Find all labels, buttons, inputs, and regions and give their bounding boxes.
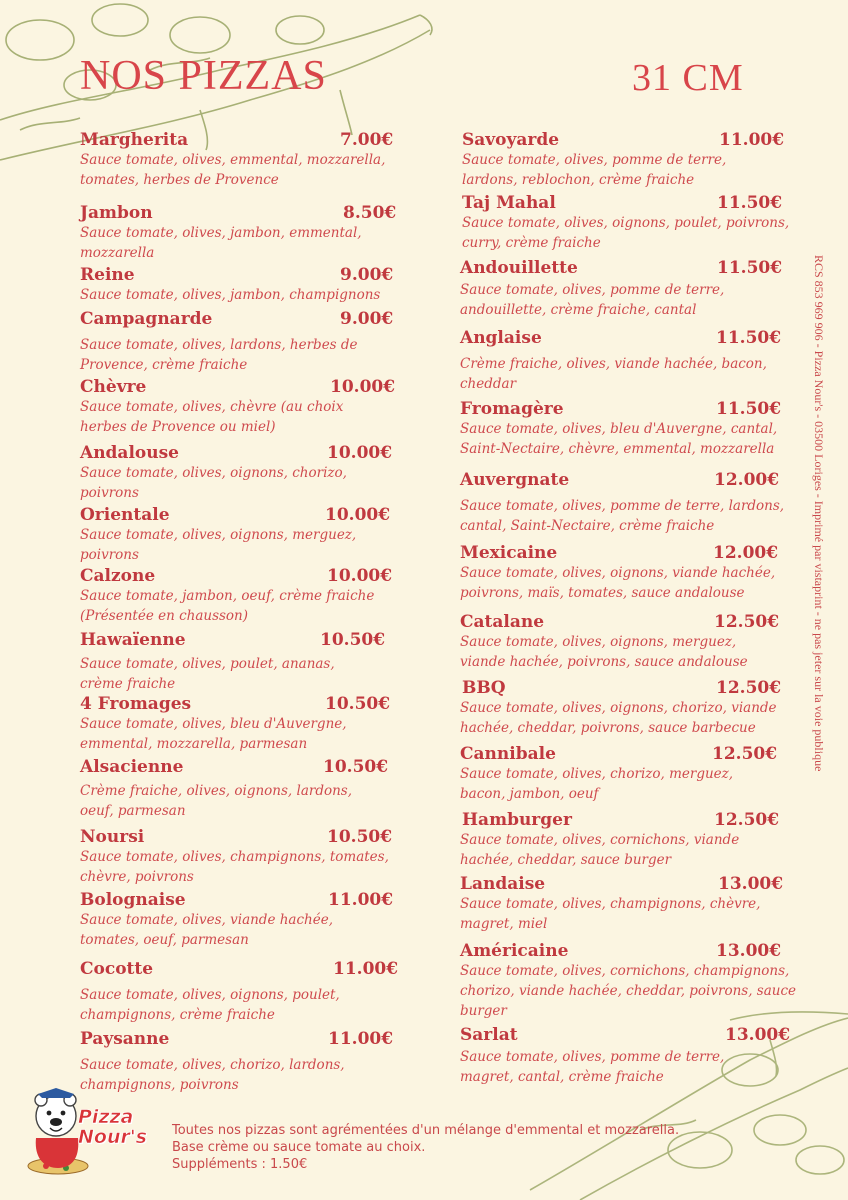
item-desc: Sauce tomate, olives, chorizo, merguez, bacon, jambon, oeuf	[460, 766, 734, 802]
item-name: BBQ	[462, 678, 506, 698]
item-price: 12.00€	[713, 543, 779, 563]
item-desc: Sauce tomate, olives, pomme de terre, andouillette, crème fraiche, cantal	[460, 282, 725, 318]
item-price: 7.00€	[340, 130, 394, 150]
item-name: Anglaise	[460, 328, 542, 348]
item-desc: Sauce tomate, olives, champignons, chèvre, magret, miel	[460, 896, 761, 932]
item-name: Noursi	[80, 827, 145, 847]
item-price: 10.50€	[325, 694, 391, 714]
item-name: Hamburger	[462, 810, 572, 830]
item-desc: Crème fraiche, olives, viande hachée, bacon, cheddar	[460, 356, 767, 392]
item-desc: Sauce tomate, olives, chorizo, lardons, champignons, poivrons	[80, 1057, 345, 1093]
pizza-size: 31 CM	[632, 57, 744, 99]
item-price: 11.00€	[333, 959, 399, 979]
item-name: Savoyarde	[462, 130, 560, 150]
item-name: Cannibale	[460, 744, 556, 764]
item-desc: Sauce tomate, olives, emmental, mozzarella, tomates, herbes de Provence	[80, 152, 386, 188]
item-price: 11.00€	[719, 130, 785, 150]
item-desc: Sauce tomate, olives, oignons, viande hachée, poivrons, maïs, tomates, sauce andalouse	[460, 565, 776, 601]
item-name: Campagnarde	[80, 309, 213, 329]
item-name: Reine	[80, 265, 135, 285]
item-price: 12.50€	[714, 612, 780, 632]
item-desc: Sauce tomate, olives, pomme de terre, lardons, reblochon, crème fraiche	[462, 152, 727, 188]
item-name: Calzone	[80, 566, 156, 586]
item-name: 4 Fromages	[80, 694, 192, 714]
logo-text-line2: Nour's	[78, 1126, 147, 1148]
item-name: Catalane	[460, 612, 545, 632]
footer-line: Toutes nos pizzas sont agrémentées d'un mélange d'emmental et mozzarella.	[172, 1123, 680, 1138]
item-name: Bolognaise	[80, 890, 186, 910]
item-price: 10.50€	[323, 757, 389, 777]
item-price: 11.50€	[716, 399, 782, 419]
item-desc: Sauce tomate, olives, cornichons, viande hachée, cheddar, sauce burger	[460, 832, 740, 868]
item-name: Landaise	[460, 874, 546, 894]
item-price: 12.00€	[714, 470, 780, 490]
item-price: 11.50€	[717, 258, 783, 278]
footer-notes	[172, 1122, 679, 1173]
item-desc: Sauce tomate, olives, pomme de terre, magret, cantal, crème fraiche	[460, 1049, 725, 1085]
item-name: Taj Mahal	[462, 193, 556, 213]
footer-line: Base crème ou sauce tomate au choix.	[172, 1140, 426, 1155]
item-desc: Sauce tomate, olives, oignons, chorizo, viande hachée, cheddar, poivrons, sauce barbecue	[460, 700, 777, 736]
item-price: 9.00€	[340, 265, 394, 285]
item-name: Hawaïenne	[80, 630, 186, 650]
item-name: Alsacienne	[80, 757, 184, 777]
item-desc: Sauce tomate, olives, oignons, poulet, poivrons, curry, crème fraiche	[462, 215, 790, 251]
item-desc: Sauce tomate, olives, bleu d'Auvergne, cantal, Saint-Nectaire, chèvre, emmental, mozzarella	[460, 421, 778, 457]
item-price: 10.00€	[330, 377, 396, 397]
item-price: 11.00€	[328, 890, 394, 910]
item-desc: Sauce tomate, olives, pomme de terre, lardons, cantal, Saint-Nectaire, crème fraiche	[460, 498, 785, 534]
footer-line: Suppléments : 1.50€	[172, 1157, 308, 1172]
item-price: 9.00€	[340, 309, 394, 329]
item-desc: Sauce tomate, olives, oignons, merguez, viande hachée, poivrons, sauce andalouse	[460, 634, 748, 670]
item-price: 13.00€	[725, 1025, 791, 1045]
item-desc: Sauce tomate, olives, bleu d'Auvergne, emmental, mozzarella, parmesan	[80, 716, 347, 752]
item-name: Orientale	[80, 505, 170, 525]
item-desc: Sauce tomate, olives, oignons, poulet, champignons, crème fraiche	[80, 987, 340, 1023]
logo-text-line1: Pizza	[78, 1106, 134, 1128]
item-price: 13.00€	[716, 941, 782, 961]
item-price: 13.00€	[718, 874, 784, 894]
item-name: Mexicaine	[460, 543, 558, 563]
item-price: 10.00€	[327, 443, 393, 463]
item-name: Sarlat	[460, 1025, 518, 1045]
item-name: Auvergnate	[460, 470, 570, 490]
item-price: 11.50€	[716, 328, 782, 348]
item-desc: Sauce tomate, olives, poulet, ananas, crème fraiche	[80, 656, 335, 692]
item-price: 8.50€	[343, 203, 397, 223]
item-desc: Sauce tomate, olives, oignons, merguez, poivrons	[80, 527, 357, 563]
item-name: Américaine	[460, 941, 569, 961]
item-desc: Sauce tomate, olives, champignons, tomates, chèvre, poivrons	[80, 849, 389, 885]
item-name: Andalouse	[80, 443, 179, 463]
item-name: Chèvre	[80, 377, 147, 397]
item-name: Andouillette	[460, 258, 578, 278]
item-price: 11.00€	[328, 1029, 394, 1049]
item-price: 12.50€	[714, 810, 780, 830]
item-price: 12.50€	[712, 744, 778, 764]
item-price: 10.50€	[327, 827, 393, 847]
item-price: 10.00€	[327, 566, 393, 586]
item-desc: Sauce tomate, olives, cornichons, champignons, chorizo, viande hachée, cheddar, poivrons, sauce burger	[460, 963, 796, 1019]
item-name: Paysanne	[80, 1029, 170, 1049]
item-desc: Sauce tomate, olives, jambon, champignons	[80, 287, 381, 303]
item-name: Margherita	[80, 130, 189, 150]
item-price: 10.50€	[320, 630, 386, 650]
item-price: 11.50€	[717, 193, 783, 213]
item-name: Fromagère	[460, 399, 564, 419]
pizza-nours-logo	[26, 1088, 166, 1178]
item-price: 12.50€	[716, 678, 782, 698]
item-desc: Sauce tomate, olives, lardons, herbes de Provence, crème fraiche	[80, 337, 358, 373]
item-desc: Sauce tomate, jambon, oeuf, crème fraiche (Présentée en chausson)	[80, 588, 375, 624]
page-title: NOS PIZZAS	[80, 53, 327, 99]
legal-note: RCS 853 969 906 - Pizza Nour's - 03500 Loriges - Imprimé par vistaprint - ne pas jeter sur la voie publique	[812, 255, 826, 772]
item-name: Cocotte	[80, 959, 154, 979]
item-desc: Sauce tomate, olives, oignons, chorizo, poivrons	[80, 465, 347, 501]
item-desc: Sauce tomate, olives, viande hachée, tomates, oeuf, parmesan	[80, 912, 333, 948]
item-desc: Sauce tomate, olives, chèvre (au choix herbes de Provence ou miel)	[80, 399, 344, 435]
item-desc: Crème fraiche, olives, oignons, lardons, oeuf, parmesan	[80, 783, 353, 819]
item-price: 10.00€	[325, 505, 391, 525]
item-desc: Sauce tomate, olives, jambon, emmental, mozzarella	[80, 225, 362, 261]
item-name: Jambon	[80, 203, 153, 223]
